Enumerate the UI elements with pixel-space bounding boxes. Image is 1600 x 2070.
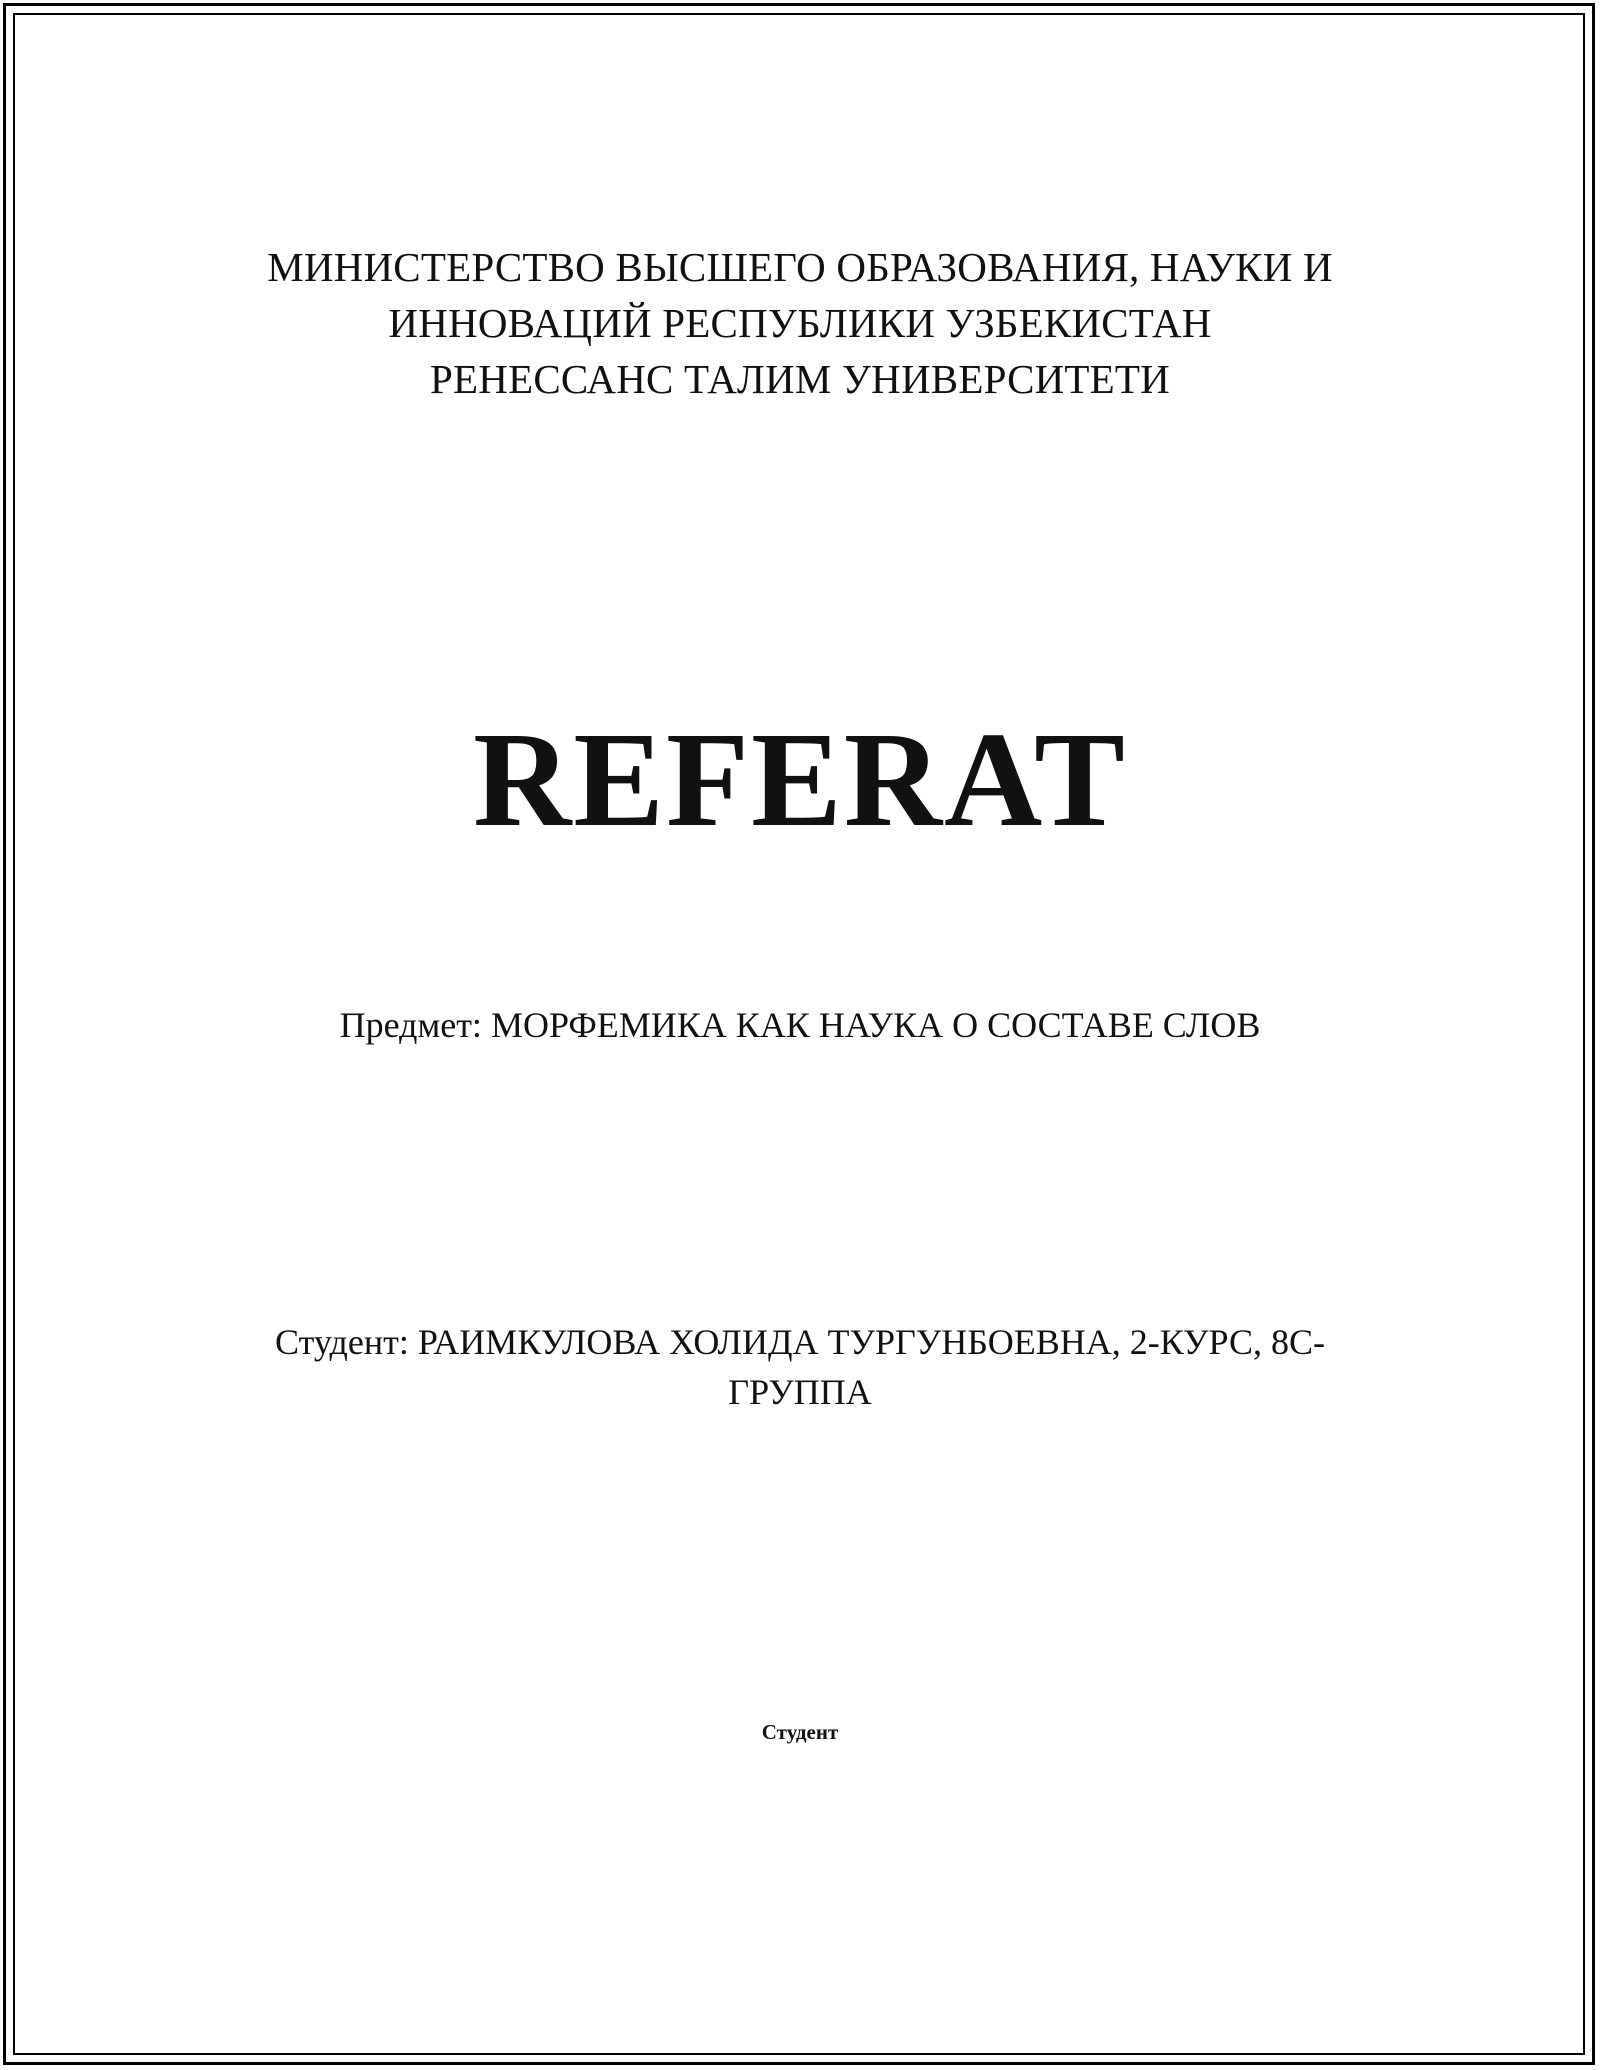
university-name: РЕНЕССАНС ТАЛИМ УНИВЕРСИТЕТИ	[430, 356, 1170, 402]
document-title: REFERAT	[473, 705, 1127, 855]
ministry-line-1: МИНИСТЕРСТВО ВЫСШЕГО ОБРАЗОВАНИЯ, НАУКИ И	[267, 244, 1333, 290]
footer-student-label: Студент	[761, 1720, 839, 1744]
student-line-1: Студент: РАИМКУЛОВА ХОЛИДА ТУРГУНБОЕВНА, 2-КУРС, 8С-	[275, 1322, 1325, 1362]
subject-line: Предмет: МОРФЕМИКА КАК НАУКА О СОСТАВЕ СЛОВ	[339, 1005, 1261, 1045]
ministry-line-2: ИННОВАЦИЙ РЕСПУБЛИКИ УЗБЕКИСТАН	[388, 300, 1212, 346]
student-line-2: ГРУППА	[728, 1372, 872, 1412]
